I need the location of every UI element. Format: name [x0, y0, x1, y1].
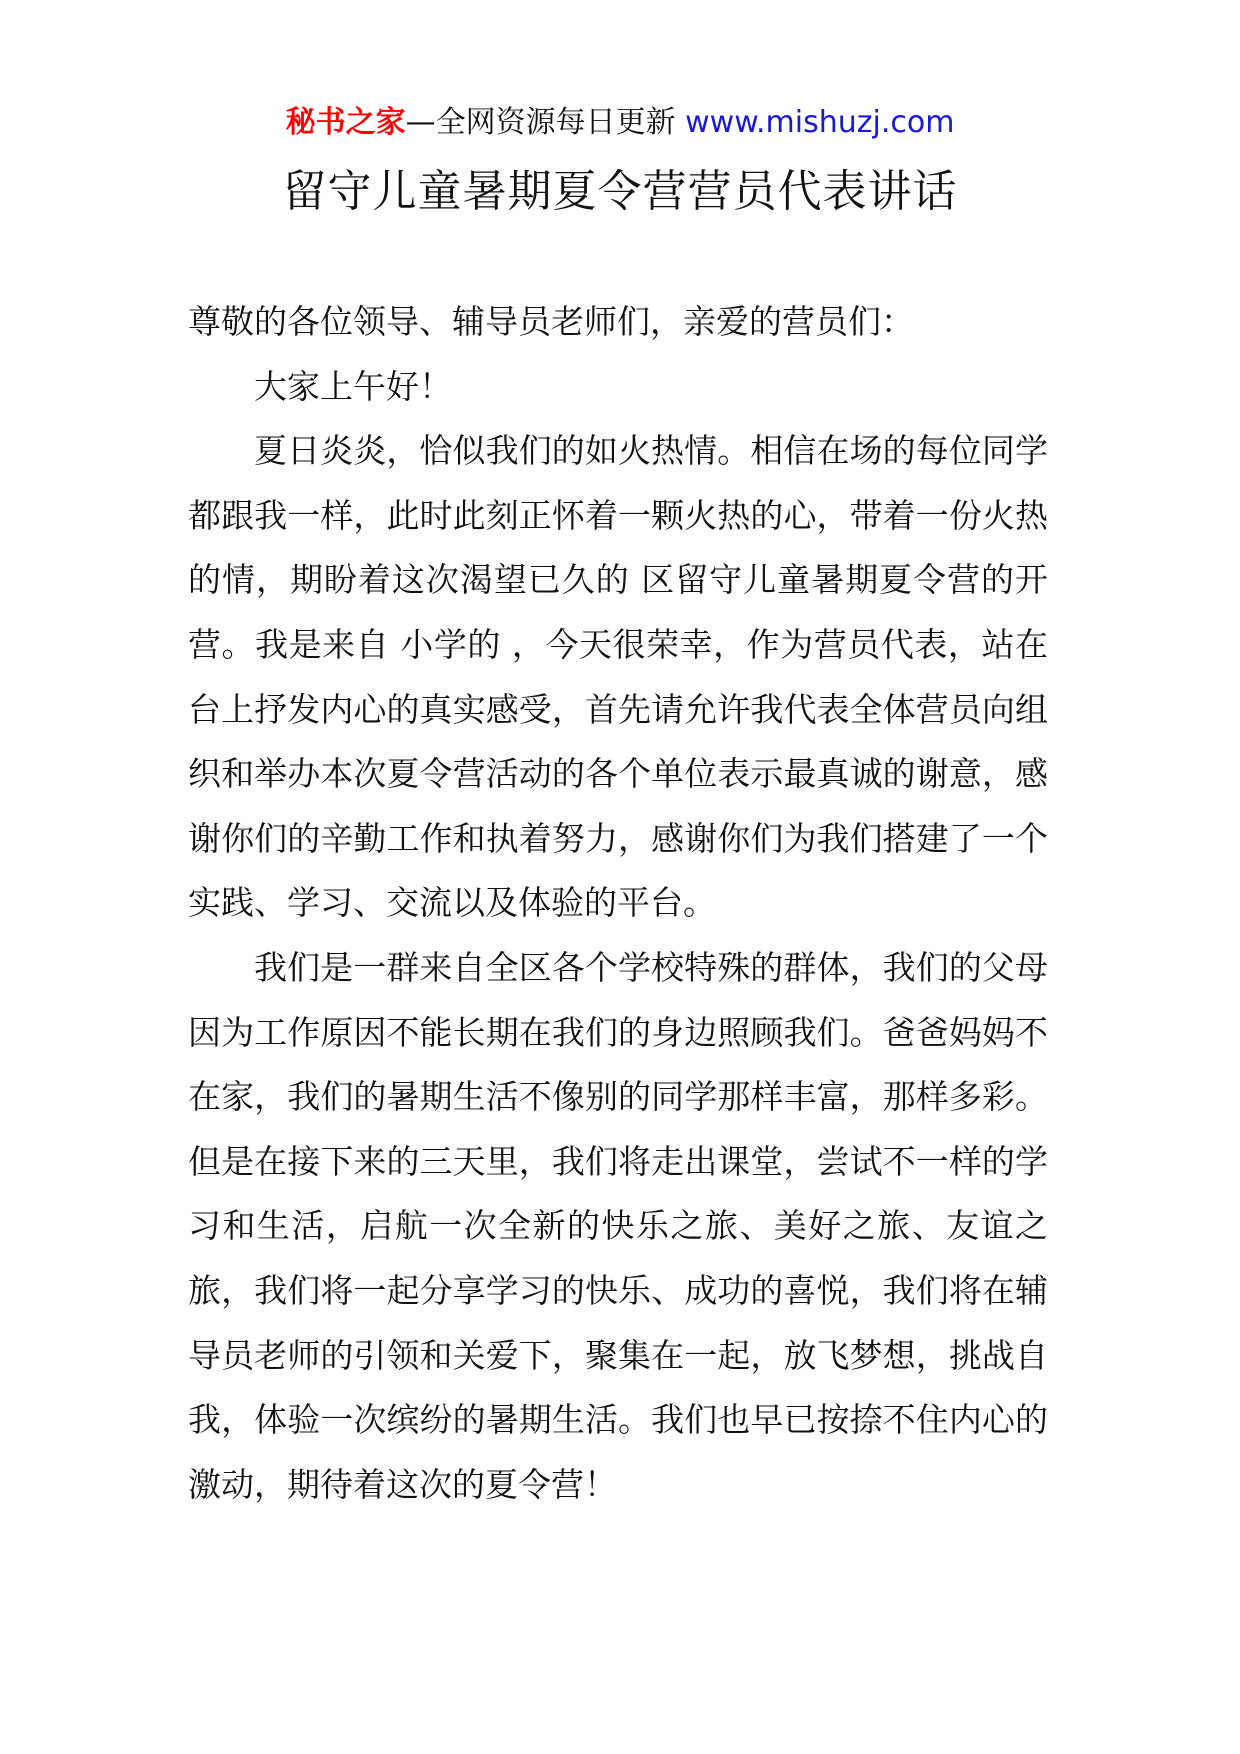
document-title: 留守儿童暑期夏令营营员代表讲话 [282, 166, 958, 217]
paragraph-opening: 夏日炎炎，恰似我们的如火热情。相信在场的每位同学都跟我一样，此时此刻正怀着一颗火热的心，带着一份火热的情，期盼着这次渴望已久的 区留守儿童暑期夏令营的开营。我是来自 小学的 ，今天很荣幸，作为营员代表，站在台上抒发内心的真实感受，首先请允许我代表全体营员向组织和举办本次夏令营活动的各个单位表示最真诚的谢意，感谢你们的辛勤工作和执着努力，感谢你们为我们搭建了一个实践、学习、交流以及体验的平台。 [188, 431, 1048, 923]
paragraph-group: 我们是一群来自全区各个学校特殊的群体，我们的父母因为工作原因不能长期在我们的身边照顾我们。爸爸妈妈不在家，我们的暑期生活不像别的同学那样丰富，那样多彩。但是在接下来的三天里，我们将走出课堂，尝试不一样的学习和生活，启航一次全新的快乐之旅、美好之旅、友谊之旅，我们将一起分享学习的快乐、成功的喜悦，我们将在辅导员老师的引领和关爱下，聚集在一起，放飞梦想，挑战自我，体验一次缤纷的暑期生活。我们也早已按捺不住内心的激动，期待着这次的夏令营！ [188, 947, 1048, 1504]
site-url-link[interactable]: www.mishuzj.com [685, 105, 955, 140]
brand-name: 秘书之家 [285, 105, 406, 140]
header-tagline: —全网资源每日更新 [405, 105, 686, 140]
paragraph-greeting: 大家上午好！ [254, 366, 452, 406]
site-header [0, 100, 1240, 146]
document-body [188, 290, 1048, 1517]
salutation: 尊敬的各位领导、辅导员老师们，亲爱的营员们： [188, 302, 914, 341]
